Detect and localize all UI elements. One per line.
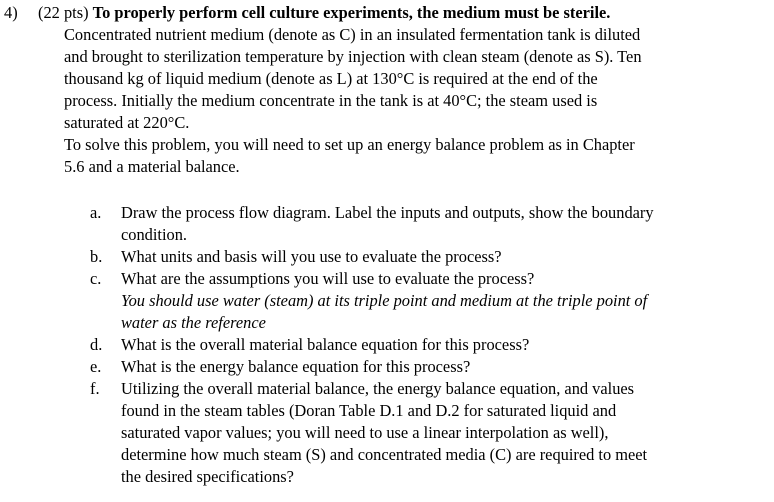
- part-line: determine how much steam (S) and concentrated media (C) are required to meet: [121, 445, 648, 464]
- part-line: What is the energy balance equation for this process?: [121, 357, 471, 376]
- part-hint-line: water as the reference: [121, 313, 266, 332]
- part-line: condition.: [121, 225, 188, 244]
- part-f: [90, 378, 760, 488]
- part-marker: c.: [90, 269, 102, 288]
- intro-line: Concentrated nutrient medium (denote as C) in an insulated fermentation tank is diluted: [64, 25, 641, 44]
- part-line: Draw the process flow diagram. Label the inputs and outputs, show the boundary: [121, 203, 654, 222]
- question-heading: To properly perform cell culture experiments, the medium must be sterile.: [92, 3, 611, 22]
- part-line: What is the overall material balance equation for this process?: [121, 335, 530, 354]
- intro-line: process. Initially the medium concentrate in the tank is at 40°C; the steam used is: [64, 91, 598, 110]
- question-number: 4): [4, 3, 18, 22]
- part-marker: e.: [90, 357, 102, 376]
- part-marker: a.: [90, 203, 102, 222]
- intro-line: thousand kg of liquid medium (denote as L) at 130°C is required at the end of the: [64, 69, 598, 88]
- part-line: the desired specifications?: [121, 467, 294, 486]
- part-hint-line: You should use water (steam) at its triple point and medium at the triple point of: [121, 291, 648, 310]
- intro-line: 5.6 and a material balance.: [64, 157, 240, 176]
- part-line: Utilizing the overall material balance, the energy balance equation, and values: [121, 379, 635, 398]
- part-marker: d.: [90, 335, 103, 354]
- part-marker: f.: [90, 379, 100, 398]
- intro-line: saturated at 220°C.: [64, 113, 190, 132]
- part-c: [90, 268, 760, 334]
- part-line: found in the steam tables (Doran Table D.1 and D.2 for saturated liquid and: [121, 401, 617, 420]
- part-d: [90, 334, 760, 356]
- part-e: [90, 356, 760, 378]
- part-b: [90, 246, 760, 268]
- part-a: [90, 202, 760, 246]
- question-points: (22 pts): [38, 3, 89, 22]
- question-body: [38, 2, 758, 178]
- part-line: What are the assumptions you will use to evaluate the process?: [121, 269, 535, 288]
- part-line: What units and basis will you use to evaluate the process?: [121, 247, 502, 266]
- intro-line: and brought to sterilization temperature by injection with clean steam (denote as S). Ten: [64, 47, 642, 66]
- question-heading-line: [38, 2, 758, 24]
- parts-list: [90, 202, 760, 488]
- part-line: saturated vapor values; you will need to use a linear interpolation as well),: [121, 423, 609, 442]
- part-marker: b.: [90, 247, 103, 266]
- intro-line: To solve this problem, you will need to set up an energy balance problem as in Chapter: [64, 135, 635, 154]
